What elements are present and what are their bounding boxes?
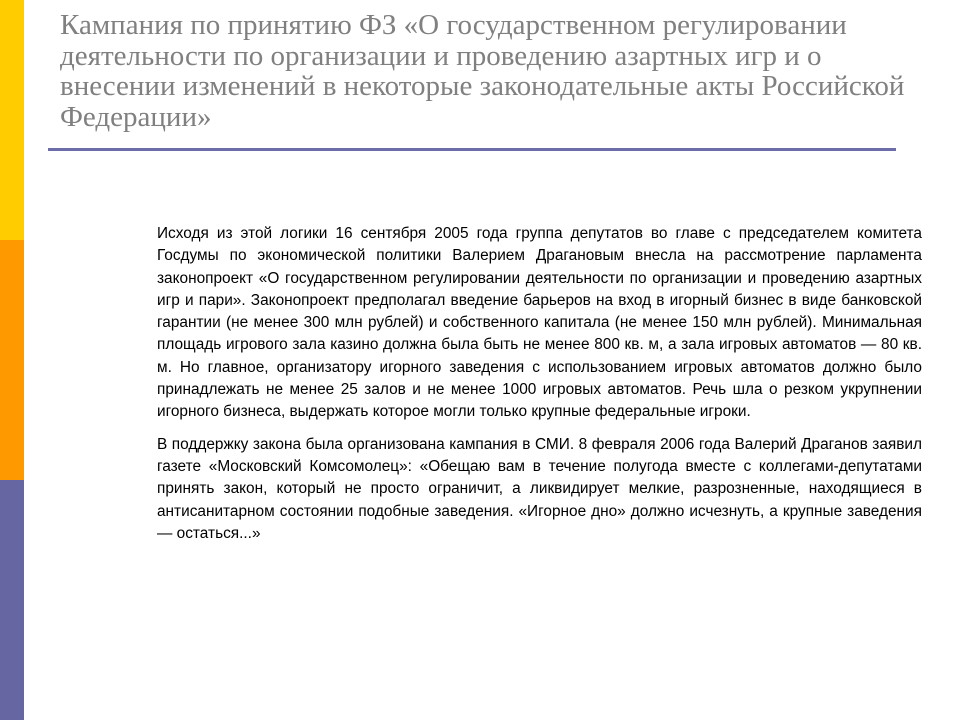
- slide-title: Кампания по принятию ФЗ «О государственном регулировании деятельности по организации и проведению азартных игр и о внесении изменений в некоторые законодательные акты Российской Федерации»: [60, 9, 905, 133]
- accent-bar-blue: [0, 480, 24, 720]
- accent-bar-yellow: [0, 0, 24, 240]
- paragraph: В поддержку закона была организована кампания в СМИ. 8 февраля 2006 года Валерий Драганов заявил газете «Московский Комсомолец»: «Обещаю вам в течение полугода вместе с коллегами-депутатами принять закон, который не просто ограничит, а ликвидирует мелкие, разрозненные, находящиеся в антисанитарном состоянии подобные заведения. «Игорное дно» должно исчезнуть, а крупные заведения — остаться...»: [157, 435, 922, 542]
- accent-bar-orange: [0, 240, 24, 480]
- slide-body: [157, 223, 922, 555]
- paragraph: Исходя из этой логики 16 сентября 2005 года группа депутатов во главе с председателем комитета Госдумы по экономической политики Валерием Драгановым внесла на рассмотрение парламента законопроект «О государственном регулировании деятельности по организации и проведению азартных игр и пари». Законопроект предполагал введение барьеров на вход в игорный бизнес в виде банковской гарантии (не менее 300 млн рублей) и собственного капитала (не менее 150 млн рублей). Минимальная площадь игрового зала казино должна была быть не менее 800 кв. м, а зала игровых автоматов — 80 кв. м. Но главное, организатору игорного заведения с использованием игровых автоматов должно было принадлежать не менее 25 залов и не менее 1000 игровых автоматов. Речь шла о резком укрупнении игорного бизнеса, выдержать которое могли только крупные федеральные игроки.: [157, 225, 922, 421]
- title-divider: [48, 148, 896, 151]
